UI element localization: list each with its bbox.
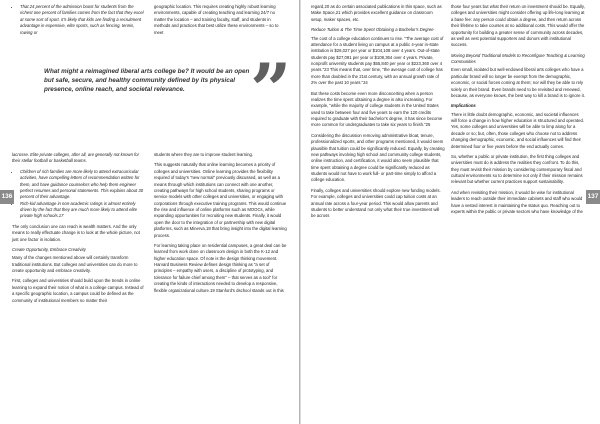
paragraph: And when revisiting their mission, it would be wise for institutional leaders to reach outside their immediate cabinets and staff who would have a vested interest in maintaining the status quo. Reaching out to experts within the public or private sectors who have knowledge of the	[451, 189, 583, 214]
section-heading: Moving Beyond Traditional Models to Reconfigure Teaching & Learning Communities	[451, 52, 585, 64]
paragraph: There is little doubt demographic, economic, and societal influences will force a change in how higher education is structured and operated. Yes, some colleges and universities will be able to limp along for a decade or so; but, often, those colleges who choose not to address changing demographic, economic, and social influences will find their determined four or five years before the end actually comes.	[451, 111, 585, 149]
left-col1-bottom	[12, 152, 146, 308]
paragraph: lacrosse. Elite private colleges, after all, are generally not known for their stellar football or basketball teams.	[12, 152, 140, 164]
page-number: 137	[586, 190, 600, 204]
paragraph: Even small, isolated but well-endowed liberal arts colleges who have a particular brand will no longer be exempt from the demographic, economic, or social forces coming at them; nor will they be able to rely solely on their brand. Even brands need to be revisited and renewed, because, as everyone knows, the best way to kill a brand is to ignore it.	[451, 67, 585, 98]
bullet-item: • Rich-kid advantage in non-academic ratings is almost entirely driven by the fact that they are much more likely to attend elite private high schools.17	[20, 201, 146, 220]
right-col1	[311, 4, 445, 224]
paragraph: geographic location. This requires creating highly robust learning environments, capable of creating teaching and learning 24/7 no matter the location – and training faculty, staff, and students in methods and practices that best utilize these environments – so to meet	[154, 4, 279, 35]
pull-quote-text: What might a reimagined liberal arts college be? It would be an open but safe, secure, and healthy community defined by its physical presence, online reach, and societal relevance.	[44, 68, 250, 93]
paragraph: those four years but what their return on investment should be. Equally, colleges and universities might consider offering up life-long learning at a base fee: any person could obtain a degree, and then return across their lifetime to take courses at no additional costs. This would offer the opportunity for building a greater sense of community across decades, as well as vest potential supporters and donors with institutional success.	[451, 4, 585, 48]
bullet-item: • That 24 percent of the admission boost for students from the richest one percent of families comes from the fact that they excel at some sort of sport. It's likely that kids are finding a recruitment advantage in expensive, elite sports, such as fencing, tennis, rowing or	[20, 4, 146, 36]
paragraph: Many of the changes mentioned above will certainly transform traditional institutions. But colleges and universities can do more to create opportunity and embrace creativity.	[12, 255, 138, 273]
paragraph: Considering the discussion removing administrative bloat, tenure, professionalized sports, and other programs mentioned, it would seem plausible that tuition could be significantly reduced. Equally, by creating new pathways involving high school and community college students, online instruction, and certification, it would also seem plausible that time spent obtaining a degree could be significantly reduced as students would not have to work full- or part-time simply to afford a college education.	[311, 132, 445, 183]
right-col2	[451, 4, 585, 219]
bullet-item: • Children of rich families are more likely to attend extracurricular activities, have compelling letters of recommendation written for them, and have guidance counselors who help them engineer perfect resumes and personal statements. This explains about 30 percent of their advantage.	[20, 169, 146, 201]
section-heading-implications: Implications	[451, 103, 476, 109]
paragraph: The only conclusion one can reach is wealth matters. And the only means to really effectuate change is to look at the whole picture, not just one factor in isolation.	[12, 223, 140, 242]
paragraph: This suggests naturally that online learning becomes a priority of colleges and universities. Online learning provides the flexibility required of today's "new normal" previously discussed, as well as a means through which institutions can connect with one another, creating pathways for high school students, sharing programs or service models with other colleges and universities, or engaging with corporations through executive training programs. This would continue the rise and influence of online platforms such as MOOCs, while expanding opportunities for recruiting new students. Finally, it would open the door to the integration of or partnership with new digital platforms, such as Minerva,18 that bring insight into the digital learning process.	[154, 162, 287, 238]
paragraph: regard,20 as do certain associated publications in this space, such as Make Space,21 which provides excellent guidance on classroom setup, maker spaces, etc.	[311, 4, 442, 22]
paragraph: Finally, colleges and universities should explore new funding models. For example, colleges and universities could cap tuition costs at an annual rate across a four-year period. This would allow parents and students to better understand not only what their true investment will be across	[311, 187, 441, 219]
paragraph: But these costs become even more disconcerting when a person realizes the time spent obtaining a degree is also increasing. For example, "while the majority of college students in the United States used to take between four and five years to earn the 120 credits required to graduate with their bachelor's degree, it has since become more common for undergraduates to take six years to finish."25	[311, 90, 443, 128]
section-heading: Reduce Tuition & The Time Spent Obtaining a Bachelor's Degree	[311, 27, 434, 33]
paragraph: The cost of a college education continues to rise. "The average cost of attendance for a student living on campus at a public 4-year in-state institution is $26,027 per year or $104,108 over 4 years. Out-of-state students pay $27,091 per year or $108,364 over 4 years. Private, nonprofit university students pay $55,840 per year or $223,360 over 4 years."23 This means that, over time, "the average cost of college has more than doubled in the 21st century, with an annual growth rate of 2% over the past 10 years."24	[311, 35, 444, 86]
quote-mark-icon: ”	[250, 47, 292, 132]
left-col2-bottom	[154, 152, 288, 298]
page-number: 136	[0, 190, 14, 204]
paragraph: For learning taking place on residential campuses, a great deal can be learned from work done on classroom design in both the K-12 and higher education space. Of note is the design thinking movement. Harvard Business Review defines design thinking as "a set of principles – empathy with users, a discipline of prototyping, and tolerance for failure chief among them" – that serves as a tool" for creating the kinds of interactions needed to develop a responsive, flexible organizational culture.19 Stanford's dschool stands out in this	[154, 242, 287, 293]
left-col1-top	[12, 4, 146, 40]
right-page	[301, 0, 600, 424]
paragraph: So, whether a public or private institution, the first thing colleges and universities must do is address the realities they confront. To do this, they must revisit their mission by considering contemporary fiscal and cultural environments so to determine not only if their mission remains relevant but whether current practices support sustainability.	[451, 153, 583, 185]
paragraph: students where they are to improve student learning.	[154, 152, 253, 157]
pull-quote	[44, 66, 254, 100]
section-heading: Create Opportunity, Embrace Creativity	[12, 246, 86, 252]
left-col2-top	[154, 4, 288, 40]
paragraph: First, colleges and universities should build upon the trends in online learning to expand their notion of what is a college campus. Instead of a specific geographic location, a campus could be defined as the community of institutional members no matter their	[12, 278, 144, 303]
